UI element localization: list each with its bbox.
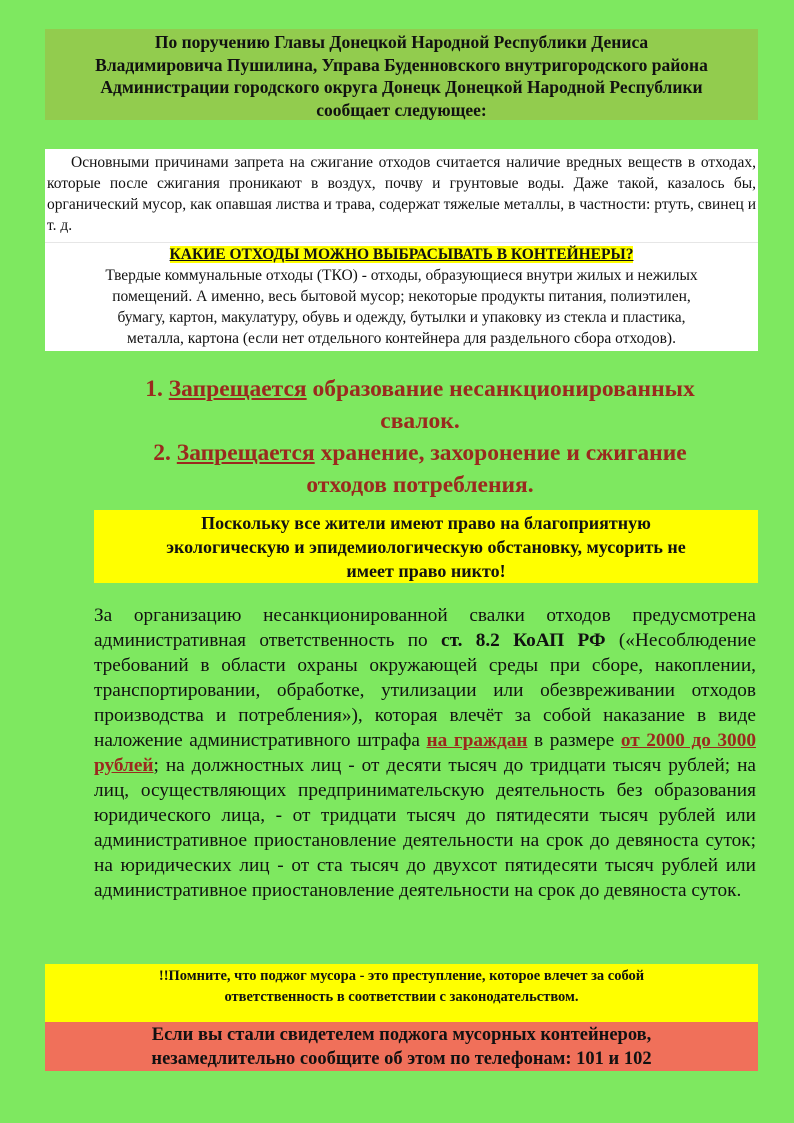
header-line: Администрации городского округа Донецк Донецкой Народной Республики [100, 77, 703, 97]
call-line: незамедлительно сообщите об этом по телефонам: 101 и 102 [151, 1049, 652, 1069]
info-paragraph: Основными причинами запрета на сжигание отходов считается наличие вредных веществ в отходах, которые после сжигания проникают в воздух, почву и грунтовые воды. Даже такой, казалось бы, органический мусор, как опавшая листва и трава, содержат тяжелые металлы, в частности: ртуть, свинец и т. д. [47, 154, 756, 234]
emergency-call [45, 1022, 758, 1071]
header-line: По поручению Главы Донецкой Народной Республики Дениса [154, 32, 649, 52]
info-caption: КАКИЕ ОТХОДЫ МОЖНО ВЫБРАСЫВАТЬ В КОНТЕЙНЕРЫ? [169, 246, 634, 263]
info-answer-line: металла, картона (если нет отдельного контейнера для раздельного сбора отходов). [127, 330, 676, 347]
info-block [45, 149, 758, 351]
banner-line: Поскольку все жители имеют право на благоприятную [201, 513, 651, 533]
banner-line: имеет право никто! [346, 561, 506, 581]
arson-warning [45, 964, 758, 1022]
warning-line: ответственность в соответствии с законодательством. [224, 989, 579, 1005]
divider [45, 242, 758, 243]
prohibition-2-cont: отходов потребления. [306, 472, 534, 498]
prohibition-keyword: Запрещается [168, 376, 307, 402]
banner-line: экологическую и эпидемиологическую обстановку, мусорить не [166, 537, 686, 557]
call-line: Если вы стали свидетелем поджога мусорных контейнеров, [151, 1025, 652, 1045]
prohibition-1: 1. Запрещается образование несанкционированных [145, 376, 695, 402]
info-answer-line: Твердые коммунальные отходы (ТКО) - отходы, образующиеся внутри жилых и нежилых [105, 267, 698, 284]
law-article: ст. 8.2 КоАП РФ [441, 630, 606, 651]
liability-text: За организацию несанкционированной свалки отходов предусмотрена административная ответственность по ст. 8.2 КоАП РФ («Несоблюдение требований в области охраны окружающей среды при сборе, накоплении, транспортировании, обработке, утилизации или обезвреживании отходов производства и потребления»), которая влечёт за собой наказание в виде наложение административного штрафа на граждан в размере от 2000 до 3000 рублей; на должностных лиц - от десяти тысяч до тридцати тысяч рублей; на лиц, осуществляющих предпринимательскую деятельность без образования юридического лица, - от тридцати тысяч до пятидесяти тысяч рублей или административное приостановление деятельности на срок до девяноста суток; на юридических лиц - от ста тысяч до двухсот пятидесяти тысяч рублей или административное приостановление деятельности на срок до девяноста суток. [94, 605, 757, 901]
header-notice [45, 29, 758, 120]
citizens-highlight: на граждан [426, 730, 528, 751]
info-answer-line: бумагу, картон, макулатуру, обувь и одежду, бутылки и упаковку из стекла и пластика, [117, 309, 686, 326]
prohibition-keyword: Запрещается [176, 440, 315, 466]
rights-banner [94, 510, 758, 583]
prohibition-2: 2. Запрещается хранение, захоронение и сжигание [153, 440, 687, 466]
warning-line: !!Помните, что поджог мусора - это преступление, которое влечет за собой [158, 968, 645, 984]
info-answer-line: помещений. А именно, весь бытовой мусор; некоторые продукты питания, полиэтилен, [112, 288, 691, 305]
prohibition-1-cont: свалок. [380, 408, 460, 434]
fine-amount: от 2000 до 3000 рублей [94, 730, 756, 776]
header-line: Владимировича Пушилина, Управа Буденновского внутригородского района [95, 54, 708, 75]
header-line: сообщает следующее: [316, 99, 487, 120]
prohibitions-list [80, 373, 760, 501]
